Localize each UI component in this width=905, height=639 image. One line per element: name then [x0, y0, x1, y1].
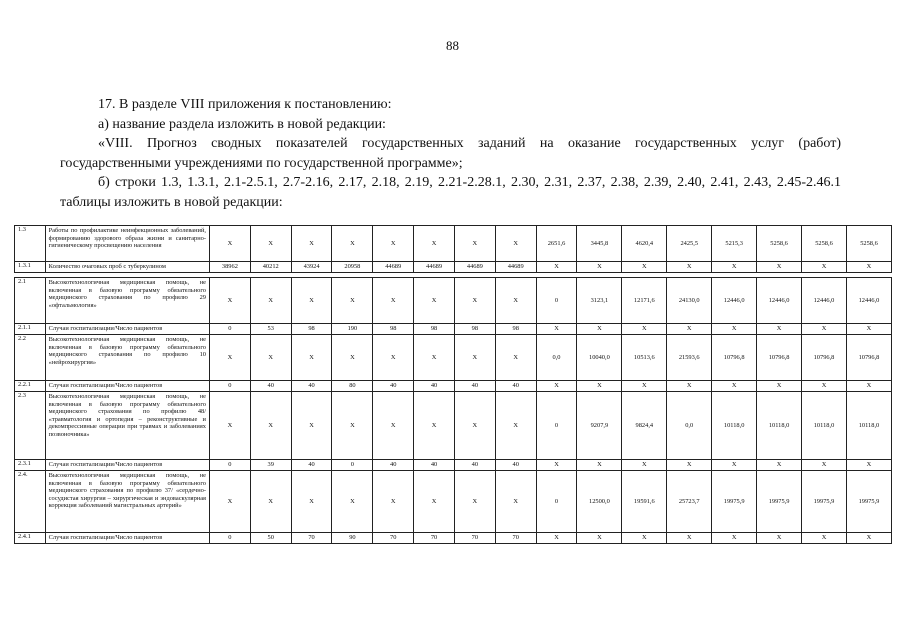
- table-cell: X: [757, 460, 802, 471]
- table-cell: X: [667, 324, 712, 335]
- table-cell: X: [495, 392, 536, 460]
- table-cell: 0: [209, 381, 250, 392]
- table-cell: 40: [495, 381, 536, 392]
- table-cell: 10118,0: [846, 392, 891, 460]
- table-cell: X: [757, 324, 802, 335]
- table-cell: 3445,8: [577, 226, 622, 262]
- table-cell: 25723,7: [667, 471, 712, 533]
- table-cell: 38962: [209, 262, 250, 273]
- table-cell: X: [291, 392, 332, 460]
- table-cell: X: [414, 226, 455, 262]
- table-cell: 10040,0: [577, 335, 622, 381]
- table-cell: 98: [454, 324, 495, 335]
- table-cell: X: [577, 533, 622, 544]
- table-cell: 98: [414, 324, 455, 335]
- table-cell: X: [209, 471, 250, 533]
- table-row: [15, 226, 892, 262]
- table-row: [15, 381, 892, 392]
- table-cell: X: [622, 381, 667, 392]
- table-cell: 90: [332, 533, 373, 544]
- row-code: 2.3: [15, 392, 46, 460]
- table-cell: X: [802, 533, 847, 544]
- table-cell: 0,0: [667, 392, 712, 460]
- table-cell: X: [846, 381, 891, 392]
- table-cell: X: [332, 335, 373, 381]
- table-cell: X: [536, 460, 577, 471]
- page-number: 88: [446, 38, 459, 53]
- table-row: [15, 324, 892, 335]
- table-cell: 10796,8: [846, 335, 891, 381]
- table-row: [15, 335, 892, 381]
- row-name: Высокотехнологичная медицинская помощь, не включенная в базовую программу обязательного медицинского страхования по профилю 10 «нейрохирургия»: [45, 335, 209, 381]
- table-cell: 2425,5: [667, 226, 712, 262]
- table-cell: X: [622, 324, 667, 335]
- table-cell: X: [209, 278, 250, 324]
- table-cell: 0,0: [536, 335, 577, 381]
- row-code: 2.1.1: [15, 324, 46, 335]
- table-cell: 4620,4: [622, 226, 667, 262]
- table-cell: X: [454, 335, 495, 381]
- table-cell: X: [712, 262, 757, 273]
- table-cell: X: [577, 381, 622, 392]
- table-cell: 40: [250, 381, 291, 392]
- table-cell: 2651,6: [536, 226, 577, 262]
- row-name: Случаи госпитализации/Число пациентов: [45, 381, 209, 392]
- table-cell: 24130,0: [667, 278, 712, 324]
- table-cell: 19975,9: [712, 471, 757, 533]
- table-cell: X: [802, 262, 847, 273]
- row-name: Случаи госпитализации/Число пациентов: [45, 533, 209, 544]
- table-cell: X: [846, 262, 891, 273]
- row-name: Высокотехнологичная медицинская помощь, не включенная в базовую программу обязательного медицинского страхования по профилю 29 «офтальмология»: [45, 278, 209, 324]
- table-cell: X: [622, 533, 667, 544]
- paragraph-4: б) строки 1.3, 1.3.1, 2.1-2.5.1, 2.7-2.16, 2.17, 2.18, 2.19, 2.21-2.28.1, 2.30, 2.31, 2.37, 2.38, 2.39, 2.40, 2.41, 2.43, 2.45-2.46.1 таблицы изложить в новой редакции:: [60, 175, 841, 210]
- table-cell: 40: [414, 460, 455, 471]
- table-cell: X: [802, 381, 847, 392]
- table-cell: X: [454, 471, 495, 533]
- table-cell: 5258,6: [757, 226, 802, 262]
- table-cell: X: [846, 460, 891, 471]
- table-cell: 19975,9: [802, 471, 847, 533]
- table-cell: X: [495, 278, 536, 324]
- row-code: 2.4.: [15, 471, 46, 533]
- table-cell: X: [291, 226, 332, 262]
- table-cell: X: [454, 278, 495, 324]
- row-name: Высокотехнологичная медицинская помощь, не включенная в базовую программу обязательного медицинского страхования по профилю 48/ «травматология и ортопедия – реконструктивные и декомпрессивные операции при травмах и заболеваниях позвоночника»: [45, 392, 209, 460]
- table-cell: X: [577, 460, 622, 471]
- table-cell: X: [536, 262, 577, 273]
- table-cell: 10796,8: [712, 335, 757, 381]
- row-name: Работы по профилактике неинфекционных заболеваний, формированию здорового образа жизни и санитарно-гигиеническому просвещению населения: [45, 226, 209, 262]
- table-cell: X: [454, 226, 495, 262]
- table-cell: 98: [495, 324, 536, 335]
- table-cell: X: [209, 335, 250, 381]
- table-cell: X: [802, 324, 847, 335]
- table-cell: 0: [209, 324, 250, 335]
- row-code: 1.3.1: [15, 262, 46, 273]
- forecast-table: [14, 225, 892, 544]
- table-cell: X: [757, 262, 802, 273]
- row-code: 2.3.1: [15, 460, 46, 471]
- table-cell: X: [291, 335, 332, 381]
- table-cell: 40: [414, 381, 455, 392]
- table-cell: 70: [414, 533, 455, 544]
- table-cell: X: [536, 324, 577, 335]
- table-cell: X: [495, 471, 536, 533]
- table-cell: X: [802, 460, 847, 471]
- table-cell: X: [373, 278, 414, 324]
- table-cell: X: [712, 533, 757, 544]
- table-cell: X: [712, 381, 757, 392]
- table-cell: 70: [373, 533, 414, 544]
- table-cell: X: [846, 533, 891, 544]
- table-cell: X: [577, 324, 622, 335]
- table-cell: X: [622, 460, 667, 471]
- table-cell: X: [667, 533, 712, 544]
- table-cell: X: [209, 226, 250, 262]
- table-cell: X: [373, 471, 414, 533]
- table-cell: X: [209, 392, 250, 460]
- table-cell: 40: [373, 460, 414, 471]
- row-code: 1.3: [15, 226, 46, 262]
- table-cell: X: [414, 278, 455, 324]
- table-cell: 44689: [373, 262, 414, 273]
- paragraph-3: «VIII. Прогноз сводных показателей государственных заданий на оказание государственных услуг (работ) государственными учреждениями по государственной программе»;: [60, 136, 841, 171]
- table-cell: 12446,0: [846, 278, 891, 324]
- table-cell: 19975,9: [757, 471, 802, 533]
- table-cell: X: [291, 471, 332, 533]
- table-cell: 53: [250, 324, 291, 335]
- table-cell: X: [757, 381, 802, 392]
- table-cell: 12446,0: [802, 278, 847, 324]
- table-cell: X: [291, 278, 332, 324]
- paragraph-2: а) название раздела изложить в новой редакции:: [98, 116, 386, 132]
- table-cell: 12500,0: [577, 471, 622, 533]
- table-cell: X: [373, 335, 414, 381]
- table-cell: 19591,6: [622, 471, 667, 533]
- table-row: [15, 392, 892, 460]
- row-name: Случаи госпитализации/Число пациентов: [45, 324, 209, 335]
- table-cell: X: [250, 226, 291, 262]
- table-cell: 12171,6: [622, 278, 667, 324]
- table-cell: 5215,3: [712, 226, 757, 262]
- table-cell: X: [332, 471, 373, 533]
- table-cell: X: [495, 335, 536, 381]
- table-cell: 0: [209, 460, 250, 471]
- table-cell: 3123,1: [577, 278, 622, 324]
- table-cell: X: [332, 392, 373, 460]
- row-code: 2.2: [15, 335, 46, 381]
- table-cell: X: [846, 324, 891, 335]
- table-cell: 10118,0: [802, 392, 847, 460]
- table-cell: X: [667, 262, 712, 273]
- row-name: Случаи госпитализации/Число пациентов: [45, 460, 209, 471]
- table-cell: X: [414, 335, 455, 381]
- table-cell: X: [250, 392, 291, 460]
- table-cell: 0: [536, 392, 577, 460]
- table-cell: 43924: [291, 262, 332, 273]
- paragraph-1: 17. В разделе VIII приложения к постановлению:: [98, 97, 392, 112]
- table-cell: 70: [495, 533, 536, 544]
- table-cell: 21593,6: [667, 335, 712, 381]
- table-cell: X: [757, 533, 802, 544]
- table-cell: 10796,8: [802, 335, 847, 381]
- row-code: 2.1: [15, 278, 46, 324]
- table-cell: 70: [291, 533, 332, 544]
- table-cell: X: [332, 278, 373, 324]
- table-cell: X: [712, 324, 757, 335]
- table-cell: 40: [495, 460, 536, 471]
- table-cell: 12446,0: [712, 278, 757, 324]
- table-cell: 0: [536, 278, 577, 324]
- table-cell: 19975,9: [846, 471, 891, 533]
- table-cell: 5258,6: [802, 226, 847, 262]
- table-row: [15, 460, 892, 471]
- table-cell: X: [622, 262, 667, 273]
- table-cell: 40212: [250, 262, 291, 273]
- table-row: [15, 262, 892, 273]
- table-cell: 10118,0: [712, 392, 757, 460]
- table-row: [15, 533, 892, 544]
- table-cell: X: [712, 460, 757, 471]
- table-cell: X: [373, 226, 414, 262]
- row-name: Количество очаговых проб с туберкулином: [45, 262, 209, 273]
- table-cell: 10796,8: [757, 335, 802, 381]
- table-cell: X: [454, 392, 495, 460]
- table-cell: X: [332, 226, 373, 262]
- row-code: 2.4.1: [15, 533, 46, 544]
- table-cell: X: [667, 381, 712, 392]
- table-cell: X: [414, 471, 455, 533]
- table-cell: X: [250, 471, 291, 533]
- table-row: [15, 278, 892, 324]
- table-cell: 10513,6: [622, 335, 667, 381]
- table-cell: 40: [291, 460, 332, 471]
- table-cell: 50: [250, 533, 291, 544]
- table-cell: 20958: [332, 262, 373, 273]
- table-cell: 190: [332, 324, 373, 335]
- table-cell: X: [250, 335, 291, 381]
- table-cell: 12446,0: [757, 278, 802, 324]
- table-cell: 10118,0: [757, 392, 802, 460]
- table-cell: 9207,9: [577, 392, 622, 460]
- table-cell: 0: [332, 460, 373, 471]
- table-cell: 44689: [414, 262, 455, 273]
- table-cell: X: [667, 460, 712, 471]
- table-cell: X: [536, 381, 577, 392]
- table-cell: X: [536, 533, 577, 544]
- table-cell: 40: [454, 460, 495, 471]
- table-cell: X: [495, 226, 536, 262]
- table-cell: X: [373, 392, 414, 460]
- table-cell: X: [577, 262, 622, 273]
- table-cell: 0: [209, 533, 250, 544]
- table-cell: 0: [536, 471, 577, 533]
- row-name: Высокотехнологичная медицинская помощь, не включенная в базовую программу обязательного медицинского страхования по профилю 37/ «сердечно-сосудистая хирургия – хирургическая и эндоваскулярная коррекция заболеваний магистральных артерий»: [45, 471, 209, 533]
- table-cell: 98: [373, 324, 414, 335]
- table-cell: 44689: [454, 262, 495, 273]
- table-cell: 39: [250, 460, 291, 471]
- table-cell: 70: [454, 533, 495, 544]
- row-code: 2.2.1: [15, 381, 46, 392]
- table-cell: X: [250, 278, 291, 324]
- table-cell: 44689: [495, 262, 536, 273]
- table-cell: 40: [454, 381, 495, 392]
- table-row: [15, 471, 892, 533]
- table-cell: 98: [291, 324, 332, 335]
- table-cell: 5258,6: [846, 226, 891, 262]
- body-text: [60, 95, 841, 212]
- table-cell: 80: [332, 381, 373, 392]
- table-cell: 40: [373, 381, 414, 392]
- table-cell: 40: [291, 381, 332, 392]
- table-cell: X: [414, 392, 455, 460]
- table-cell: 9824,4: [622, 392, 667, 460]
